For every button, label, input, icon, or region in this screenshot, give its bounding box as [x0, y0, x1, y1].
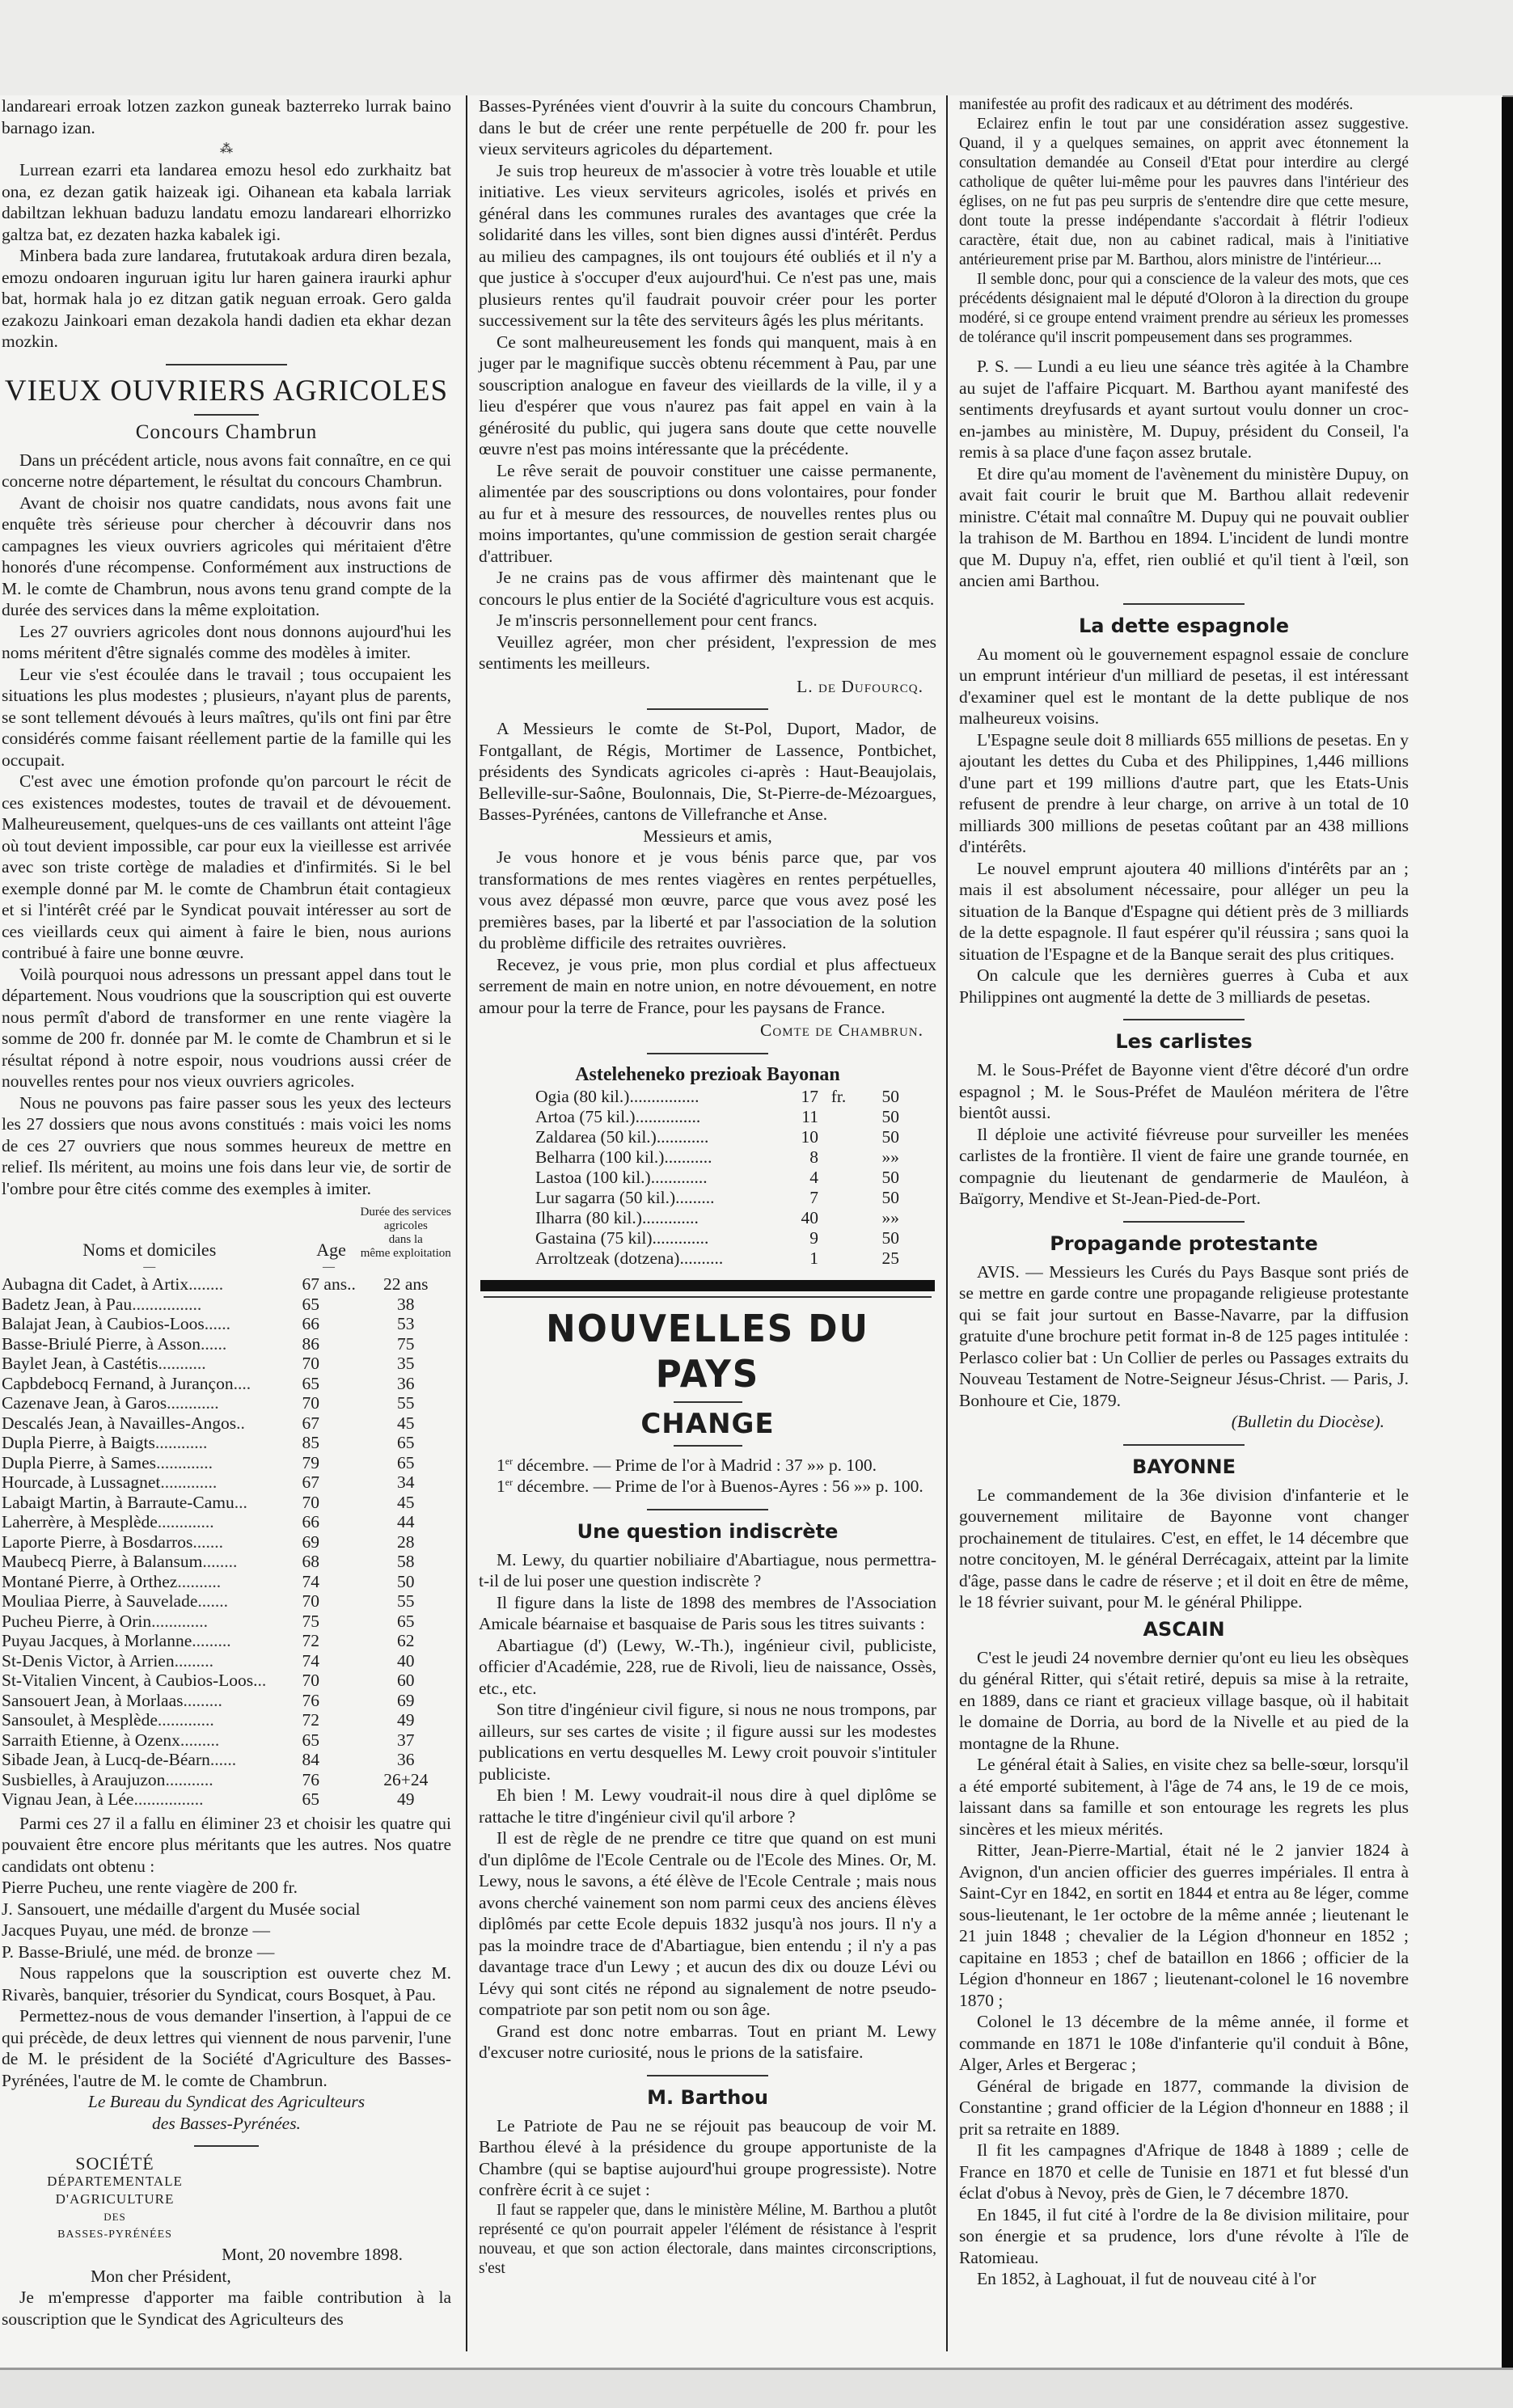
letter-text: Recevez, je vous prie, mon plus cordial et plus affectueux serrement de main en notre union, en notre dévouement, en notre amour pour la terre de France, pour les paysans de France.	[479, 954, 936, 1017]
price-unit	[818, 1248, 859, 1269]
article-paragraph: Il déploie une activité fiévreuse pour surveiller les menées carlistes de la frontière. Il vient de faire une grande tournée, en compagnie du lieutenant de gendarmerie de Mauléon, à Baïgorry, Mendive et St-Jean-Pied-de-Port.	[959, 1124, 1409, 1208]
article-paragraph: M. Lewy, du quartier nobiliaire d'Abartiague, nous permettra-t-il de lui poser une question indiscrète ?	[479, 1549, 936, 1591]
article-paragraph: Il figure dans la liste de 1898 des membres de l'Association Amicale béarnaise et basquaise de Paris sous les titres suivants :	[479, 1592, 936, 1633]
table-header	[2, 1206, 451, 1261]
price-item: Lastoa (100 kil.).............	[535, 1167, 708, 1187]
price-item: Lur sagarra (50 kil.).........	[535, 1187, 715, 1207]
worker-service-years: 40	[397, 1650, 415, 1671]
letter-text: Je ne crains pas de vous affirmer dès maintenant que le concours le plus entier de la Société d'agriculture vous est acquis.	[479, 568, 936, 609]
worker-name: St-Vitalien Vincent, à Caubios-Loos...	[2, 1671, 267, 1690]
worker-name: Susbielles, à Araujuzon...........	[2, 1769, 213, 1789]
article-paragraph: Parmi ces 27 il a fallu en éliminer 23 et choisir les quatre qui pouvaient être encore plus méritants que les autres. Nos quatre candidats ont obtenu :	[2, 1813, 451, 1876]
worker-service-years: 44	[397, 1512, 415, 1531]
divider	[194, 414, 259, 416]
article-paragraph: Son titre d'ingénieur civil figure, si nous ne nous trompons, par ailleurs, sur ses cartes de visite ; il figure aussi sur les modestes publications en vertu desquelles M. Lewy croit pouvoir s'intituler publiciste.	[479, 1700, 936, 1784]
header-age: Age	[316, 1240, 346, 1260]
worker-name: Dupla Pierre, à Baigts............	[2, 1433, 208, 1452]
worker-name: Aubagna dit Cadet, à Artix........	[2, 1274, 224, 1294]
worker-service-years: 49	[397, 1789, 415, 1809]
prices-body	[479, 1087, 936, 1269]
price-francs: 9	[809, 1227, 818, 1248]
worker-service-years: 62	[397, 1631, 415, 1650]
worker-service-years: 65	[397, 1433, 415, 1452]
worker-service-years: 45	[397, 1492, 415, 1512]
scan-top-margin	[0, 0, 1513, 98]
basque-paragraph: Minbera bada zure landarea, frututakoak ardura diren bezala, emozu ondoaren inguruan igitu lur haren gainera iraurki aphur bat, hormak hala jo ez ditzan gatik neguan erroak. Gero galda ezakozu Jainkoari eman dezakola handi dadien eta ekhar dezan mozkin.	[2, 246, 451, 351]
table-header-dashes	[2, 1261, 451, 1274]
article-paragraph: Nous ne pouvons pas faire passer sous les yeux des lecteurs les 27 dossiers que nous avons constitués : mais voici les noms de ces 27 ouvriers que nous sommes heureux de mettre en relief. Ils méritent, au moins une fois dans leur vie, de sortir de l'ombre pour être cités comme des exemples à imiter.	[2, 1092, 451, 1198]
change-text: décembre. — Prime de l'or à Madrid : 37 »» p. 100.	[513, 1455, 877, 1475]
article-paragraph: Permettez-nous de vous demander l'insertion, à l'appui de ce qui précède, de deux lettres qui viennent de nous parvenir, l'une de M. le président de la Société d'Agriculture des Basses-Pyrénées, l'autre de M. le comte de Chambrun.	[2, 2006, 451, 2090]
price-item: Ogia (80 kil.)................	[535, 1086, 699, 1106]
price-item: Belharra (100 kil.)...........	[535, 1147, 712, 1167]
dash: —	[323, 1261, 336, 1274]
worker-name: Puyau Jacques, à Morlanne.........	[2, 1631, 231, 1650]
postscript: Et dire qu'au moment de l'avènement du ministère Dupuy, on avait fait courir le bruit que M. Barthou allait redevenir ministre. C'était mal connaître M. Dupuy qui ne pouvait oublier la trahison de M. Barthou en 1894. L'incident de lundi montre que M. Dupuy n'a, effet, rien oublié et qu'il tient à l'œil, son ancien ami Barthou.	[959, 463, 1409, 590]
letter-text: Je m'inscris personnellement pour cent francs.	[497, 610, 818, 630]
article-paragraph: Les 27 ouvriers agricoles dont nous donnons aujourd'hui les noms méritent d'être signalés comme des modèles à imiter.	[2, 621, 451, 662]
article-paragraph: Colonel le 13 décembre de la même année, il forme et commande en 1871 le 108e d'infanterie qu'il conduit à Bône, Alger, Arles et Bergerac ;	[959, 2012, 1409, 2074]
price-row	[479, 1147, 936, 1168]
divider	[1123, 1221, 1245, 1223]
price-item: Gastaina (75 kil).............	[535, 1227, 709, 1248]
society-line: SOCIÉTÉ	[75, 2153, 154, 2174]
price-row	[479, 1168, 936, 1188]
column-1	[2, 95, 451, 2330]
price-unit	[818, 1228, 859, 1248]
letter-date: Mont, 20 novembre 1898.	[222, 2245, 403, 2264]
price-unit	[818, 1127, 859, 1147]
worker-service-years: 50	[397, 1571, 415, 1591]
divider	[674, 1445, 742, 1447]
signature-chambrun: Comte de Chambrun.	[760, 1020, 923, 1040]
worker-name: Laherrère, à Mesplède.............	[2, 1512, 214, 1531]
worker-age: 67	[302, 1413, 320, 1433]
quoted-paragraph: Eclairez enfin le tout par une considération assez suggestive. Quand, il y a quelques semaines, on apprit avec étonnement la consultation demandée au Conseil d'Etat pour interdire au clergé catholique de quêter lui-même pour les pauvres dans l'intérieur des églises, on ne fut pas peu surpris de s'entendre dire que cette mesure, dont toute la presse indépendante s'accordait à flétrir l'odieux caractère, était due, non au cabinet radical, mais à l'initiative antérieurement prise par M. Barthou, alors ministre de l'intérieur....	[959, 116, 1409, 268]
price-unit	[818, 1208, 859, 1228]
worker-name: Labaigt Martin, à Barraute-Camu...	[2, 1492, 247, 1512]
basque-text: landareari erroak lotzen zazkon guneak bazterreko lurrak baino barnago izan.	[2, 96, 451, 137]
price-row	[479, 1127, 936, 1147]
article-paragraph: Le Patriote de Pau ne se réjouit pas beaucoup de voir M. Barthou élevé à la présidence du groupe apportuniste de la Chambre (qui se baptise aujourd'hui groupe progressiste). Notre confrère écrit à ce sujet :	[479, 2115, 936, 2199]
scan-bottom-margin	[0, 2368, 1513, 2408]
ordinal: er	[505, 1455, 513, 1467]
table-row	[2, 1354, 451, 1374]
worker-name: Capbdebocq Fernand, à Jurançon....	[2, 1373, 251, 1393]
worker-age: 68	[302, 1552, 320, 1571]
header-service-line: Durée des services	[360, 1206, 451, 1219]
price-row	[479, 1188, 936, 1208]
article-paragraph: Voilà pourquoi nous adressons un pressant appel dans tout le département. Nous voudrions que la souscription qui est ouverte nous permît d'abord de transformer en une rente viagère la somme de 200 fr. donnée par M. le comte de Chambrun et si le résultat répond à notre espoir, nous voudrions aussi créer de nouvelles rentes pour nos vieux ouvriers agricoles.	[2, 964, 451, 1091]
article-paragraph: Le nouvel emprunt ajoutera 40 millions d'intérêts par an ; mais il est absolument nécessaire, pour alléger un peu la situation de la Banque d'Espagne qui détient près de 3 milliards de la dette espagnole. Il faut espérer qu'il réussira ; sans quoi la situation de l'Espagne et de la Banque serait des plus critiques.	[959, 858, 1409, 964]
postscript: P. S. — Lundi a eu lieu une séance très agitée à la Chambre au sujet de l'affaire Picquart. M. Barthou ayant manifesté des sentiments dreyfusards et ayant surtout voulu donner un croc-en-jambes au ministère, M. Dupuy, président du Conseil, l'a remis à sa place d'une façon assez brutale.	[959, 357, 1409, 462]
worker-age: 70	[302, 1671, 320, 1690]
divider	[1123, 1444, 1245, 1446]
worker-age: 67 ans..	[302, 1274, 356, 1294]
worker-service-years: 75	[397, 1333, 415, 1354]
article-paragraph: Dans un précédent article, nous avons fait connaître, en ce qui concerne notre département, le résultat du concours Chambrun.	[2, 450, 451, 491]
worker-service-years: 36	[397, 1750, 415, 1769]
price-francs: 7	[809, 1187, 818, 1207]
price-francs: 4	[809, 1167, 818, 1187]
worker-service-years: 69	[397, 1690, 415, 1710]
worker-age: 65	[302, 1373, 320, 1393]
worker-name: Basse-Briulé Pierre, à Asson......	[2, 1333, 227, 1354]
column-rule	[946, 95, 948, 2351]
society-line: DES	[104, 2211, 126, 2223]
worker-name: Descalés Jean, à Navailles-Angos..	[2, 1413, 245, 1433]
table-row	[2, 1572, 451, 1592]
price-francs: 8	[809, 1147, 818, 1167]
letter-text: Je vous honore et je vous bénis parce que, par vos transformations de mes rentes viagères en rentes perpétuelles, vous avez dépassé mon œuvre, parce que vous avez posé les premières bases, par la liberté et par l'association de la solution du problème difficile des retraites ouvrières.	[479, 847, 936, 953]
worker-name: Cazenave Jean, à Garos............	[2, 1393, 219, 1413]
section-bar-thin	[484, 1296, 932, 1298]
worker-age: 75	[302, 1611, 320, 1631]
section-title-nouvelles: NOUVELLES DU PAYS	[546, 1306, 869, 1396]
worker-age: 84	[302, 1750, 320, 1769]
dinkus: ⁂	[220, 142, 233, 156]
divider	[194, 2145, 259, 2147]
article-paragraph: Leur vie s'est écoulée dans le travail ; tous occupaient les situations les plus modestes ; plusieurs, n'ayant plus de parents, se sont tellement dévoués à leurs maîtres, qu'ils ont fini par être considérés comme faisant réellement partie de la famille qui les occupait.	[2, 664, 451, 770]
worker-name: Hourcade, à Lussagnet.............	[2, 1472, 218, 1492]
worker-service-years: 35	[397, 1354, 415, 1373]
table-body	[2, 1274, 451, 1810]
worker-name: Badetz Jean, à Pau................	[2, 1294, 202, 1314]
price-item: Zaldarea (50 kil.)............	[535, 1126, 709, 1147]
worker-age: 66	[302, 1512, 320, 1531]
article-paragraph: Il fit les campagnes d'Afrique de 1848 à 1889 ; celle de France en 1870 et celle de Tunisie en 1871 et fut blessé d'un éclat d'obus à Nevoy, près de Gien, le 7 décembre 1870.	[959, 2140, 1409, 2203]
worker-age: 67	[302, 1472, 320, 1492]
price-item: Artoa (75 kil.)...............	[535, 1106, 701, 1126]
article-paragraph: Le commandement de la 36e division d'infanterie et le gouvernement militaire de Bayonne vont changer prochainement de titulaires. C'est, en effet, le 14 décembre que notre concitoyen, M. le général Derrécagaix, atteint par la limite d'âge, passe dans le cadre de réserve ; et il doit en être de même, le 18 février suivant, pour M. le général Philippe.	[959, 1485, 1409, 1612]
worker-service-years: 22 ans	[383, 1274, 429, 1294]
worker-service-years: 36	[397, 1373, 415, 1393]
worker-age: 65	[302, 1294, 320, 1314]
quoted-paragraph: manifestée au profit des radicaux et au détriment des modérés.	[959, 96, 1354, 113]
worker-age: 70	[302, 1591, 320, 1611]
award-line: J. Sansouert, une médaille d'argent du Musée social	[2, 1899, 361, 1919]
price-unit	[818, 1147, 859, 1168]
article-paragraph: C'est avec une émotion profonde qu'on parcourt le récit de ces existences modestes, toutes de travail et de dévouement. Malheureusement, quelques-uns de ces vaillants ont atteint l'âge où tout devient impossible, car pour eux la vieillesse est arrivée avec son triste cortège de maladies et d'infirmités. Si le bel exemple donné par M. le comte de Chambrun était contagieux et si l'intérêt créé par le Syndicat pouvait intéresser au sort de ces vieillards ceux qui aiment à faire le bien, nous aurions contribué à faire une bonne œuvre.	[2, 771, 451, 962]
header-service	[361, 1206, 451, 1261]
table-row	[2, 1710, 451, 1730]
price-row	[479, 1087, 936, 1107]
change-title: CHANGE	[640, 1407, 775, 1440]
change-day: 1	[497, 1476, 505, 1496]
change-line	[479, 1476, 936, 1498]
basque-paragraph: Lurrean ezarri eta landarea emozu hesol edo zurkhaitz bat ona, ez dezan gatik haizeak igi. Oihanean eta kabala larriak dabiltzan lekhuan baduzu landatu emozu landareari elhorrizko galtza bat, ez dezaten hazka kabalek igi.	[2, 160, 451, 244]
price-cents: 50	[881, 1106, 899, 1126]
article-paragraph: L'Espagne seule doit 8 milliards 655 millions de pesetas. En y ajoutant les dettes du Cuba et des Philippines, 1,446 millions d'une part et 199 millions d'autre part, que les Etats-Unis refusent de prendre à leur charge, on arrive à un total de 10 milliards 300 millions de pesetas coûtant par an 438 millions d'intérêts.	[959, 729, 1409, 856]
price-unit: fr.	[830, 1086, 847, 1106]
worker-name: Sibade Jean, à Lucq-de-Béarn......	[2, 1750, 237, 1769]
table-row	[2, 1730, 451, 1751]
table-row	[2, 1552, 451, 1572]
table-row	[2, 1591, 451, 1612]
table-row	[2, 1532, 451, 1553]
quoted-paragraph: Il semble donc, pour qui a conscience de la valeur des mots, que ces précédents désignaient mal le député d'Oloron à la direction du groupe modéré, si ce groupe entend vraiment prendre au sérieux les promesses de tolérance qu'il inscrit pompeusement dans ses programmes.	[959, 271, 1409, 346]
article-paragraph: En 1852, à Laghouat, il fut de nouveau cité à l'or	[977, 2269, 1316, 2288]
worker-age: 76	[302, 1769, 320, 1789]
signature-dufourcq: L. de Dufourcq.	[797, 676, 923, 696]
worker-name: Laporte Pierre, à Bosdarros.......	[2, 1531, 224, 1552]
article-paragraph: Général de brigade en 1877, commande la division de Constantine ; grand officier de la Légion d'honneur en 1888 ; il prit sa retraite en 1889.	[959, 2076, 1409, 2139]
worker-service-years: 53	[397, 1314, 415, 1333]
subheadline-concours: Concours Chambrun	[135, 420, 318, 443]
table-row	[2, 1493, 451, 1513]
question-title: Une question indiscrète	[577, 1519, 839, 1543]
price-row	[479, 1248, 936, 1269]
worker-age: 69	[302, 1531, 320, 1552]
divider	[166, 364, 287, 365]
worker-age: 66	[302, 1314, 320, 1333]
letter-text: Basses-Pyrénées vient d'ouvrir à la suite du concours Chambrun, dans le but de créer une rente perpétuelle de 200 fr. pour les vieux serviteurs agricoles du département.	[479, 96, 936, 158]
worker-service-years: 26+24	[383, 1769, 429, 1789]
worker-age: 85	[302, 1433, 320, 1452]
letter-address: A Messieurs le comte de St-Pol, Duport, Mador, de Fontgallant, de Régis, Mortimer de Lassence, Pontbichet, présidents des Syndicats agricoles ci-après : Haut-Beaujolais, Belleville-sur-Saône, Boulonnais, Die, St-Pierre-de-Mézoargues, Basses-Pyrénées, cantons de Villefranche et Anse.	[479, 719, 936, 824]
worker-service-years: 65	[397, 1452, 415, 1472]
article-paragraph: AVIS. — Messieurs les Curés du Pays Basque sont priés de se mettre en garde contre une propagande religieuse protestante qui se fait jour surtout en Basse-Navarre, par la diffusion gratuite d'une brochure petit format in-8 de 125 pages intitulée : Perlasco colier bat : Un Collier de perles ou Passages extraits du Nouveau Testament de Notre-Seigneur Jésus-Christ. — Paris, J. Bonhoure et Cie, 1879.	[959, 1261, 1409, 1410]
divider	[674, 1401, 742, 1403]
worker-name: Montané Pierre, à Orthez..........	[2, 1571, 222, 1591]
worker-age: 74	[302, 1571, 320, 1591]
ordinal: er	[505, 1476, 513, 1488]
price-cents: 25	[881, 1248, 899, 1268]
worker-age: 72	[302, 1631, 320, 1650]
worker-name: Balajat Jean, à Caubios-Loos......	[2, 1314, 231, 1333]
table-row	[2, 1374, 451, 1394]
letter-text: Je m'empresse d'apporter ma faible contribution à la souscription que le Syndicat des Agriculteurs des	[2, 2288, 451, 2329]
change-day: 1	[497, 1455, 505, 1475]
section-bar	[480, 1280, 935, 1291]
price-francs: 11	[801, 1106, 818, 1126]
worker-service-years: 60	[397, 1671, 415, 1690]
table-row	[2, 1393, 451, 1413]
worker-name: Maubecq Pierre, à Balansum........	[2, 1552, 238, 1571]
worker-name: Sansouert Jean, à Morlaas.........	[2, 1690, 222, 1710]
carlistes-title: Les carlistes	[1115, 1030, 1253, 1053]
worker-age: 86	[302, 1333, 320, 1354]
society-heading	[2, 2155, 228, 2244]
article-paragraph: En 1845, il fut cité à l'ordre de la 8e division militaire, pour son énergie et sa prudence, lors d'une révolte à l'île de Ratomieau.	[959, 2204, 1409, 2267]
worker-age: 76	[302, 1690, 320, 1710]
prices-table	[479, 1087, 936, 1269]
worker-name: Mouliaa Pierre, à Sauvelade.......	[2, 1591, 229, 1611]
column-2	[479, 95, 936, 2279]
quoted-paragraph: Il faut se rappeler que, dans le ministère Méline, M. Barthou a plutôt représenté ce qu'on pourrait appeler l'élément de résistance à l'esprit nouveau, et que son action électorale, dans maintes circonscriptions, s'est	[479, 2201, 936, 2277]
worker-age: 65	[302, 1730, 320, 1750]
article-paragraph: C'est le jeudi 24 novembre dernier qu'ont eu lieu les obsèques du général Ritter, qui s'était retiré, depuis sa mise à la retraite, en 1889, dans ce riant et gracieux village basque, où il habitait le domaine de Dorria, au bord de la Nivelle et au pied de la montagne de la Rhune.	[959, 1647, 1409, 1753]
price-unit	[818, 1168, 859, 1188]
worker-age: 70	[302, 1354, 320, 1373]
worker-service-years: 34	[397, 1472, 415, 1492]
price-unit	[818, 1107, 859, 1127]
price-francs: 1	[809, 1248, 818, 1268]
table-row	[2, 1651, 451, 1671]
column-3	[959, 95, 1409, 2290]
worker-age: 70	[302, 1492, 320, 1512]
worker-service-years: 55	[397, 1393, 415, 1413]
letter-text: Veuillez agréer, mon cher président, l'expression de mes sentiments les meilleurs.	[479, 632, 936, 673]
letter-text: Ce sont malheureusement les fonds qui manquent, mais à en juger par le magnifique succès obtenu récemment à Pau, par une souscription analogue en faveur des vieillards de la ville, il y a lieu d'espérer que vous n'aurez pas fait appel en vain à la générosité du public, qui jugera sans doute que cette nouvelle œuvre n'est pas moins intéressante que la précédente.	[479, 332, 936, 458]
divider	[1123, 1019, 1245, 1020]
society-line: DÉPARTEMENTALE D'AGRICULTURE	[47, 2174, 183, 2207]
price-row	[479, 1107, 936, 1127]
worker-service-years: 28	[397, 1531, 415, 1552]
scan-right-border	[1502, 97, 1513, 2369]
article-paragraph: On calcule que les dernières guerres à Cuba et aux Philippines ont augmenté la dette de 3 milliards de pesetas.	[959, 965, 1409, 1007]
bureau-signature: Le Bureau du Syndicat des Agriculteurs	[87, 2092, 366, 2111]
price-cents: »»	[881, 1147, 899, 1167]
price-cents: 50	[881, 1086, 899, 1106]
table-row	[2, 1413, 451, 1434]
divider	[1123, 603, 1245, 605]
article-paragraph: Grand est donc notre embarras. Tout en priant M. Lewy d'excuser notre curiosité, nous le prions de la satisfaire.	[479, 2021, 936, 2062]
worker-service-years: 45	[397, 1413, 415, 1433]
table-row	[2, 1472, 451, 1493]
source-citation: (Bulletin du Diocèse).	[1231, 1412, 1384, 1431]
worker-age: 70	[302, 1393, 320, 1413]
header-service-line: même exploitation	[360, 1247, 451, 1260]
propagande-title: Propagande protestante	[1050, 1231, 1318, 1255]
dette-title: La dette espagnole	[1078, 614, 1290, 637]
table-row	[2, 1433, 451, 1453]
letter-salutation: Messieurs et amis,	[643, 826, 772, 846]
table-row	[2, 1295, 451, 1315]
article-paragraph: Ritter, Jean-Pierre-Martial, était né le 2 janvier 1824 à Avignon, d'un ancien officier des guerres impériales. Il entra à Saint-Cyr en 1842, en sortit en 1844 et entra au 8e léger, comme sous-lieutenant, le 1er octobre de la même année ; lieutenant le 21 juin 1848 ; chevalier de la Légion d'honneur en 1852 ; capitaine en 1853 ; chef de bataillon en 1866 ; officier de la Légion d'honneur en 1867 ; lieutenant-colonel le 16 novembre 1870 ;	[959, 1840, 1409, 2010]
table-row	[2, 1334, 451, 1354]
article-paragraph: Avant de choisir nos quatre candidats, nous avons fait une enquête très sérieuse pour chercher à découvrir dans nos campagnes les vieux ouvriers agricoles qui méritaient d'être honorés d'une récompense. Conformément aux instructions de M. le comte de Chambrun, nous avons tenu grand compte de la durée des services dans la même exploitation.	[2, 492, 451, 619]
worker-name: Pucheu Pierre, à Orin.............	[2, 1611, 208, 1631]
letter-text: Le rêve serait de pouvoir constituer une caisse permanente, alimentée par des souscriptions ou dons volontaires, pour fonder au fur et à mesure des ressources, de nouvelles rentes plus ou moins importantes, qu'une commission de gestion serait chargée d'attribuer.	[479, 460, 936, 566]
bureau-signature: des Basses-Pyrénées.	[152, 2113, 301, 2133]
column-rule	[466, 95, 467, 2351]
price-cents: 50	[881, 1187, 899, 1207]
article-paragraph: Au moment où le gouvernement espagnol essaie de conclure un emprunt intérieur d'un milliard de pesetas, il est intéressant d'examiner quel est le montant de la dette publique de nos malheureux voisins.	[959, 644, 1409, 728]
worker-name: Baylet Jean, à Castétis...........	[2, 1354, 206, 1373]
worker-age: 74	[302, 1650, 320, 1671]
worker-age: 79	[302, 1452, 320, 1472]
header-names: Noms et domiciles	[82, 1240, 217, 1260]
article-paragraph: Nous rappelons que la souscription est ouverte chez M. Rivarès, banquier, trésorier du Syndicat, cours Bosquet, à Pau.	[2, 1963, 451, 2005]
divider	[647, 1053, 768, 1054]
price-item: Ilharra (80 kil.).............	[535, 1207, 699, 1227]
worker-name: Sansoulet, à Mesplède.............	[2, 1710, 214, 1730]
price-row	[479, 1208, 936, 1228]
price-cents: 50	[881, 1167, 899, 1187]
table-row	[2, 1789, 451, 1810]
worker-service-years: 49	[397, 1710, 415, 1730]
worker-service-years: 65	[397, 1611, 415, 1631]
worker-service-years: 55	[397, 1591, 415, 1611]
table-row	[2, 1671, 451, 1691]
price-cents: »»	[881, 1207, 899, 1227]
price-francs: 17	[801, 1086, 818, 1106]
table-row	[2, 1512, 451, 1532]
workers-table	[2, 1206, 451, 1810]
prices-title: Asteleheneko prezioak Bayonan	[575, 1063, 840, 1085]
table-row	[2, 1750, 451, 1770]
divider	[647, 708, 768, 710]
table-row	[2, 1274, 451, 1295]
dash: —	[143, 1261, 156, 1274]
salutation: Mon cher Président,	[91, 2266, 231, 2286]
header-service-line: dans la	[388, 1233, 423, 1246]
worker-name: St-Denis Victor, à Arrien.........	[2, 1650, 213, 1671]
article-paragraph: Abartiague (d') (Lewy, W.-Th.), ingénieur civil, publiciste, officier d'Académie, 228, rue de Rivoli, lieu de naissance, Ossès, etc., etc.	[479, 1635, 936, 1698]
article-paragraph: Il est de règle de ne prendre ce titre que quand on est muni d'un diplôme de l'Ecole Centrale ou de l'Ecole des Mines. Or, M. Lewy, nous le savons, a été élève de l'Ecole Centrale ; mais nous avons cherché vainement son nom parmi ceux des anciens élèves diplômés par cette Ecole depuis 1832 jusqu'à nos jours. Il n'y a pas la moindre trace de d'Abartiague, bien entendu ; il n'y a pas davantage trace d'un Lewy ; et aucun des dix ou douze Lévi ou Lévy qui sont cités ne répond au signalement de notre pseudo-compatriote par son petit nom ou son âge.	[479, 1828, 936, 2019]
price-cents: 50	[881, 1227, 899, 1248]
table-row	[2, 1453, 451, 1473]
article-paragraph: Eh bien ! M. Lewy voudrait-il nous dire à quel diplôme se rattache le titre d'ingénieur civil qu'il arbore ?	[479, 1785, 936, 1827]
table-row	[2, 1691, 451, 1711]
table-row	[2, 1631, 451, 1651]
award-line: Jacques Puyau, une méd. de bronze —	[2, 1920, 270, 1940]
article-paragraph: Le général était à Salies, en visite chez sa belle-sœur, lorsqu'il a été emporté subitement, à l'âge de 74 ans, le 19 de ce mois, laissant dans sa famille et son entourage les regrets les plus sincères et les mieux mérités.	[959, 1755, 1409, 1839]
worker-name: Dupla Pierre, à Sames.............	[2, 1452, 213, 1472]
divider	[647, 1509, 768, 1510]
change-line	[479, 1455, 936, 1476]
price-cents: 50	[881, 1126, 899, 1147]
ascain-title: ASCAIN	[1143, 1617, 1225, 1641]
worker-service-years: 38	[397, 1294, 415, 1314]
price-francs: 10	[801, 1126, 818, 1147]
worker-service-years: 37	[397, 1730, 415, 1750]
barthou-title: M. Barthou	[647, 2085, 768, 2109]
change-text: décembre. — Prime de l'or à Buenos-Ayres : 56 »» p. 100.	[513, 1476, 923, 1496]
headline-vieux-ouvriers: VIEUX OUVRIERS AGRICOLES	[4, 374, 449, 408]
table-row	[2, 1612, 451, 1632]
price-unit	[818, 1188, 859, 1208]
price-francs: 40	[801, 1207, 818, 1227]
worker-name: Vignau Jean, à Lée................	[2, 1789, 204, 1809]
header-service-line: agricoles	[383, 1219, 428, 1232]
divider	[647, 2075, 768, 2076]
worker-age: 72	[302, 1710, 320, 1730]
worker-age: 65	[302, 1789, 320, 1809]
table-row	[2, 1770, 451, 1790]
article-paragraph: M. le Sous-Préfet de Bayonne vient d'être décoré d'un ordre espagnol ; M. le Sous-Préfet de Mauléon méritera de l'être bientôt aussi.	[959, 1060, 1409, 1122]
bayonne-title: BAYONNE	[1131, 1455, 1236, 1478]
table-row	[2, 1314, 451, 1334]
price-item: Arroltzeak (dotzena)..........	[535, 1248, 724, 1268]
worker-service-years: 58	[397, 1552, 415, 1571]
award-line: P. Basse-Briulé, une méd. de bronze —	[2, 1941, 275, 1962]
price-row	[479, 1228, 936, 1248]
letter-text: Je suis trop heureux de m'associer à votre très louable et utile initiative. Les vieux serviteurs agricoles, isolés et privés en général dans les communes rurales des avantages que crée la solidarité dans les villes, sont bien dignes aussi d'intérêt. Perdus au milieu des campagnes, ils ont toujours été oubliés et il n'y a que justice à s'occuper d'eux aujourd'hui. Ce n'est pas une, mais plusieurs rentes qu'il faudrait pouvoir créer pour les porter successivement sur la tête des serviteurs âgés les plus méritants.	[479, 160, 936, 330]
award-line: Pierre Pucheu, une rente viagère de 200 fr.	[2, 1878, 298, 1897]
society-line: BASSES-PYRÉNÉES	[57, 2228, 172, 2241]
worker-name: Sarraith Etienne, à Ozenx.........	[2, 1730, 220, 1750]
